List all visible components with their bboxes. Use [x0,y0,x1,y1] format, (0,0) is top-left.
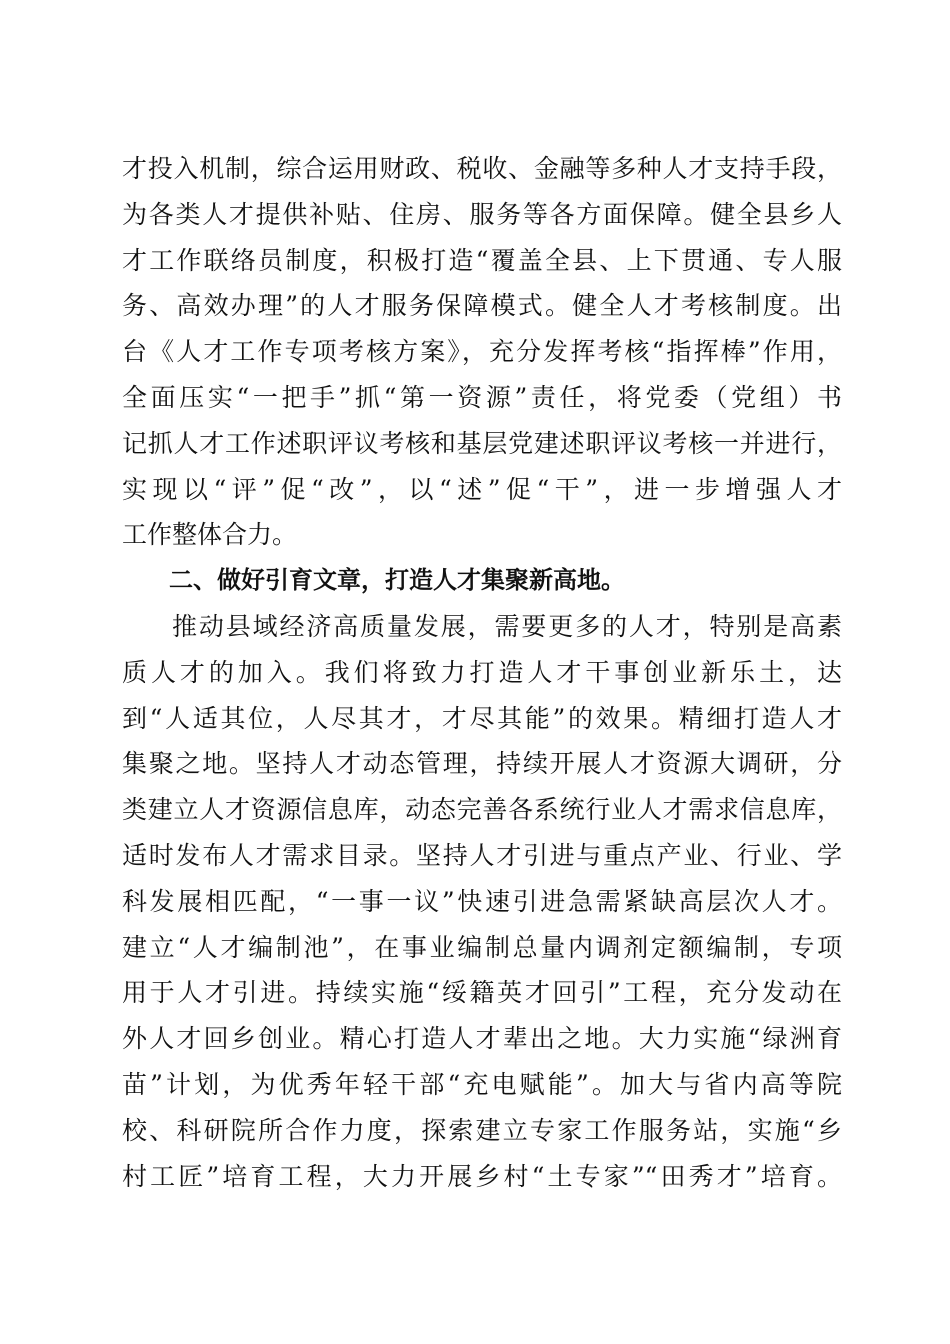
text-line: 台《人才工作专项考核方案》，充分发挥考核“指挥棒”作用， [122,337,842,367]
text-line: 实现以“评”促“改”，以“述”促“干”，进一步增强人才 [122,474,842,504]
document-body [122,146,842,1199]
text-line: 用于人才引进。持续实施“绥籍英才回引”工程，充分发动在 [122,978,842,1008]
text-line: 集聚之地。坚持人才动态管理，持续开展人才资源大调研，分 [122,749,842,779]
text-line: 推动县域经济高质量发展，需要更多的人才，特别是高素 [172,611,842,641]
text-line: 质人才的加入。我们将致力打造人才干事创业新乐土，达 [122,657,842,687]
text-line: 类建立人才资源信息库，动态完善各系统行业人才需求信息库， [122,795,842,825]
text-line: 村工匠”培育工程，大力开展乡村“土专家”“田秀才”培育。 [122,1161,842,1191]
text-line: 工作整体合力。 [122,520,298,550]
text-line: 全面压实“一把手”抓“第一资源”责任，将党委（党组）书 [122,382,842,412]
text-line: 校、科研院所合作力度，探索建立专家工作服务站，实施“乡 [122,1115,842,1145]
text-line: 科发展相匹配，“一事一议”快速引进急需紧缺高层次人才。 [122,886,842,916]
text-line: 到“人适其位，人尽其才，才尽其能”的效果。精细打造人才 [122,703,842,733]
text-line: 才投入机制，综合运用财政、税收、金融等多种人才支持手段， [122,154,842,183]
text-line: 务、高效办理”的人才服务保障模式。健全人才考核制度。出 [122,291,842,321]
text-line: 为各类人才提供补贴、住房、服务等各方面保障。健全县乡人 [122,199,842,229]
text-line: 适时发布人才需求目录。坚持人才引进与重点产业、行业、学 [122,840,842,870]
text-line: 记抓人才工作述职评议考核和基层党建述职评议考核一并进行， [122,428,842,458]
text-line: 苗”计划，为优秀年轻干部“充电赋能”。加大与省内高等院 [122,1069,842,1099]
text-line: 外人才回乡创业。精心打造人才辈出之地。大力实施“绿洲育 [122,1024,842,1054]
text-line: 建立“人才编制池”，在事业编制总量内调剂定额编制，专项 [122,932,842,962]
section-heading: 二、做好引育文章，打造人才集聚新高地。 [169,566,625,595]
text-line: 才工作联络员制度，积极打造“覆盖全县、上下贯通、专人服 [122,245,842,275]
